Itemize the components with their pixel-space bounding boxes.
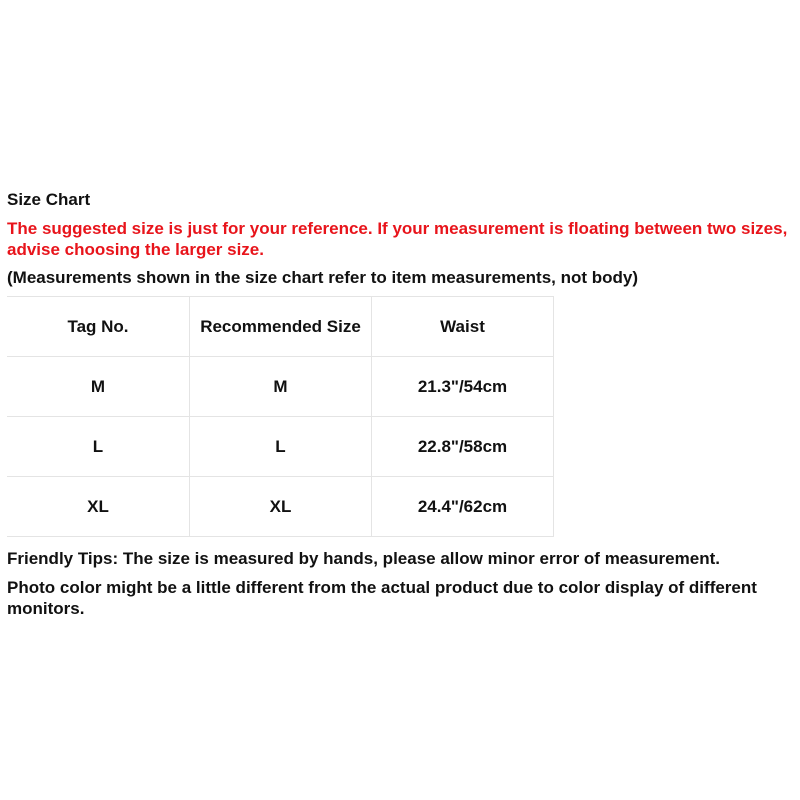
cell-recommended-size: XL	[190, 477, 372, 537]
header-tag-no: Tag No.	[7, 297, 190, 357]
friendly-tips: Friendly Tips: The size is measured by hands, please allow minor error of measurement.	[7, 549, 720, 568]
size-notice: The suggested size is just for your reference. If your measurement is floating between two sizes, advise choosing the larger size.	[7, 219, 788, 259]
cell-recommended-size: M	[190, 357, 372, 417]
cell-tag: M	[7, 357, 190, 417]
measurement-note: (Measurements shown in the size chart refer to item measurements, not body)	[7, 268, 639, 287]
table-row	[7, 417, 554, 477]
cell-waist: 22.8"/58cm	[372, 417, 554, 477]
cell-recommended-size: L	[190, 417, 372, 477]
table-row	[7, 477, 554, 537]
cell-tag: XL	[7, 477, 190, 537]
size-table	[7, 296, 554, 537]
header-waist: Waist	[372, 297, 554, 357]
cell-tag: L	[7, 417, 190, 477]
table-row	[7, 357, 554, 417]
header-recommended-size: Recommended Size	[190, 297, 372, 357]
page-title: Size Chart	[7, 190, 91, 209]
cell-waist: 24.4"/62cm	[372, 477, 554, 537]
cell-waist: 21.3"/54cm	[372, 357, 554, 417]
table-header-row	[7, 297, 554, 357]
photo-color-note: Photo color might be a little different from the actual product due to color display of different monitors.	[7, 578, 757, 618]
